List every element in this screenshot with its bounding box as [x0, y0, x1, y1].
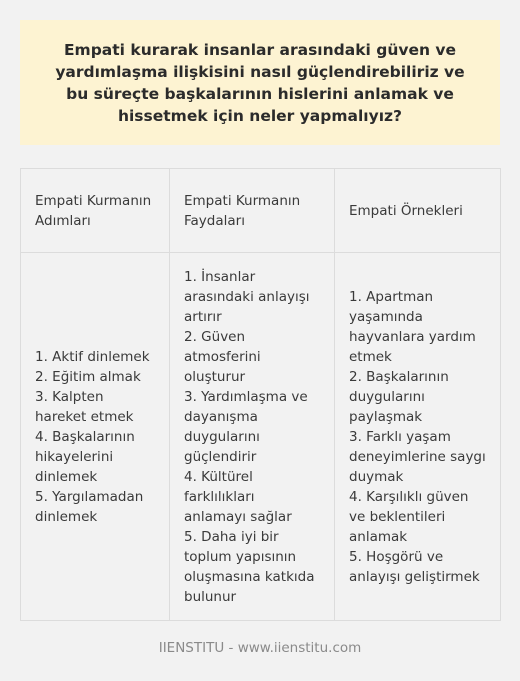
title-banner [20, 20, 500, 145]
list-item: 3. Yardımlaşma ve dayanışma duygularını güçlendirir [184, 388, 308, 465]
list-item: 3. Kalpten hareket etmek [35, 388, 134, 425]
list-item: 5. Yargılamadan dinlemek [35, 488, 144, 525]
header-benefits: Empati Kurmanın Faydaları [170, 169, 335, 253]
footer-credit: IIENSTITU - www.iienstitu.com [158, 640, 362, 656]
list-item: 1. İnsanlar arasındaki anlayışı artırır [184, 268, 310, 325]
empathy-table [20, 168, 501, 621]
list-item: 1. Apartman yaşamında hayvanlara yardım etmek [349, 288, 476, 365]
header-examples: Empati Örnekleri [335, 169, 501, 253]
table-row [21, 253, 501, 621]
page-title: Empati kurarak insanlar arasındaki güven ve yardımlaşma ilişkisini nasıl güçlendirebiliriz ve bu süreçte başkalarının hislerini anlamak ve hissetmek için neler yapmalıyız? [55, 40, 465, 125]
steps-cell [21, 253, 170, 621]
list-item: 3. Farklı yaşam deneyimlerine saygı duymak [349, 428, 486, 485]
list-item: 4. Başkalarının hikayelerini dinlemek [35, 428, 135, 485]
list-item: 4. Kültürel farklılıkları anlamayı sağlar [184, 468, 292, 525]
examples-cell [335, 253, 501, 621]
list-item: 2. Başkalarının duygularını paylaşmak [349, 368, 449, 425]
benefits-cell [170, 253, 335, 621]
list-item: 2. Güven atmosferini oluşturur [184, 328, 261, 385]
list-item: 2. Eğitim almak [35, 368, 141, 385]
list-item: 5. Hoşgörü ve anlayışı geliştirmek [349, 548, 480, 585]
header-steps: Empati Kurmanın Adımları [21, 169, 170, 253]
list-item: 4. Karşılıklı güven ve beklentileri anlamak [349, 488, 469, 545]
list-item: 1. Aktif dinlemek [35, 348, 150, 365]
list-item: 5. Daha iyi bir toplum yapısının oluşmasına katkıda bulunur [184, 528, 315, 605]
table-header-row [21, 169, 501, 253]
